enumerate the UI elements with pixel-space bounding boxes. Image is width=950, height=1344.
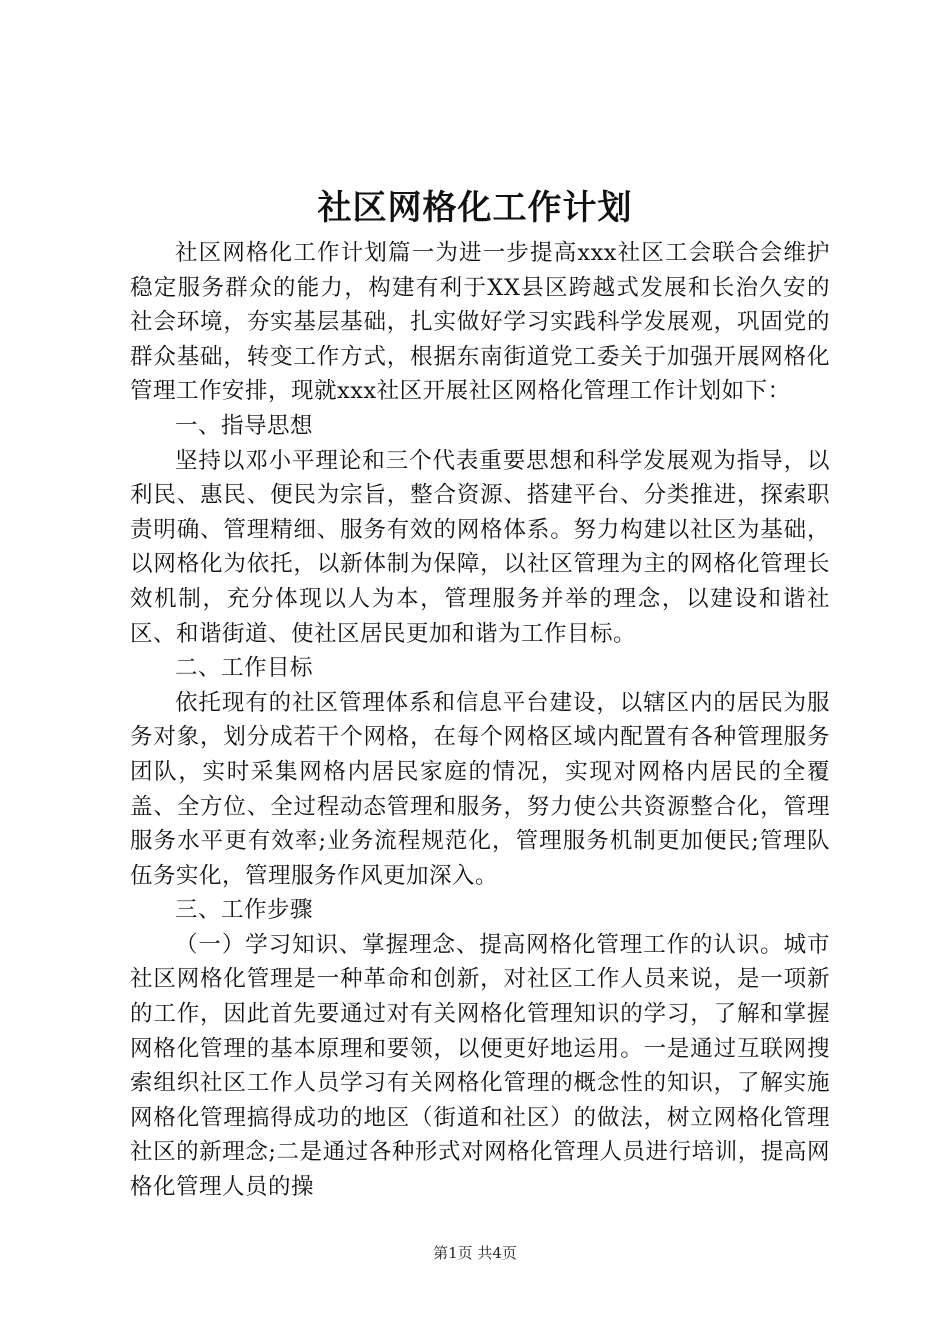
document-body bbox=[130, 236, 830, 1205]
page-number-footer: 第1页 共4页 bbox=[433, 1244, 517, 1262]
section-heading-work-steps: 三、工作步骤 bbox=[175, 897, 314, 924]
work-goals-paragraph: 依托现有的社区管理体系和信息平台建设，以辖区内的居民为服务对象，划分成若干个网格，在每个网格区域内配置有各种管理服务团队，实时采集网格内居民家庭的情况，实现对网格内居民的全覆盖、全方位、全过程动态管理和服务，努力使公共资源整合化，管理服务水平更有效率;业务流程规范化，管理服务机制更加便民;管理队伍务实化，管理服务作风更加深入。 bbox=[130, 689, 830, 889]
section-heading-work-goals: 二、工作目标 bbox=[175, 655, 314, 682]
document-title: 社区网格化工作计划 bbox=[317, 188, 633, 228]
section-heading-guiding-ideology: 一、指导思想 bbox=[175, 412, 314, 439]
guiding-ideology-paragraph: 坚持以邓小平理论和三个代表重要思想和科学发展观为指导，以利民、惠民、便民为宗旨，整合资源、搭建平台、分类推进，探索职责明确、管理精细、服务有效的网格体系。努力构建以社区为基础，以网格化为依托，以新体制为保障，以社区管理为主的网格化管理长效机制，充分体现以人为本，管理服务并举的理念，以建设和谐社区、和谐街道、使社区居民更加和谐为工作目标。 bbox=[130, 447, 830, 647]
intro-paragraph: 社区网格化工作计划篇一为进一步提高xxx社区工会联合会维护稳定服务群众的能力，构建有利于XX县区跨越式发展和长治久安的社会环境，夯实基层基础，扎实做好学习实践科学发展观，巩固党的群众基础，转变工作方式，根据东南街道党工委关于加强开展网格化管理工作安排，现就xxx社区开展社区网格化管理工作计划如下： bbox=[130, 240, 830, 405]
work-steps-paragraph: （一）学习知识、掌握理念、提高网格化管理工作的认识。城市社区网格化管理是一种革命和创新，对社区工作人员来说，是一项新的工作，因此首先要通过对有关网格化管理知识的学习，了解和掌握网格化管理的基本原理和要领，以便更好地运用。一是通过互联网搜索组织社区工作人员学习有关网格化管理的概念性的知识，了解实施网格化管理搞得成功的地区（街道和社区）的做法，树立网格化管理社区的新理念;二是通过各种形式对网格化管理人员进行培训，提高网格化管理人员的操 bbox=[130, 931, 830, 1201]
